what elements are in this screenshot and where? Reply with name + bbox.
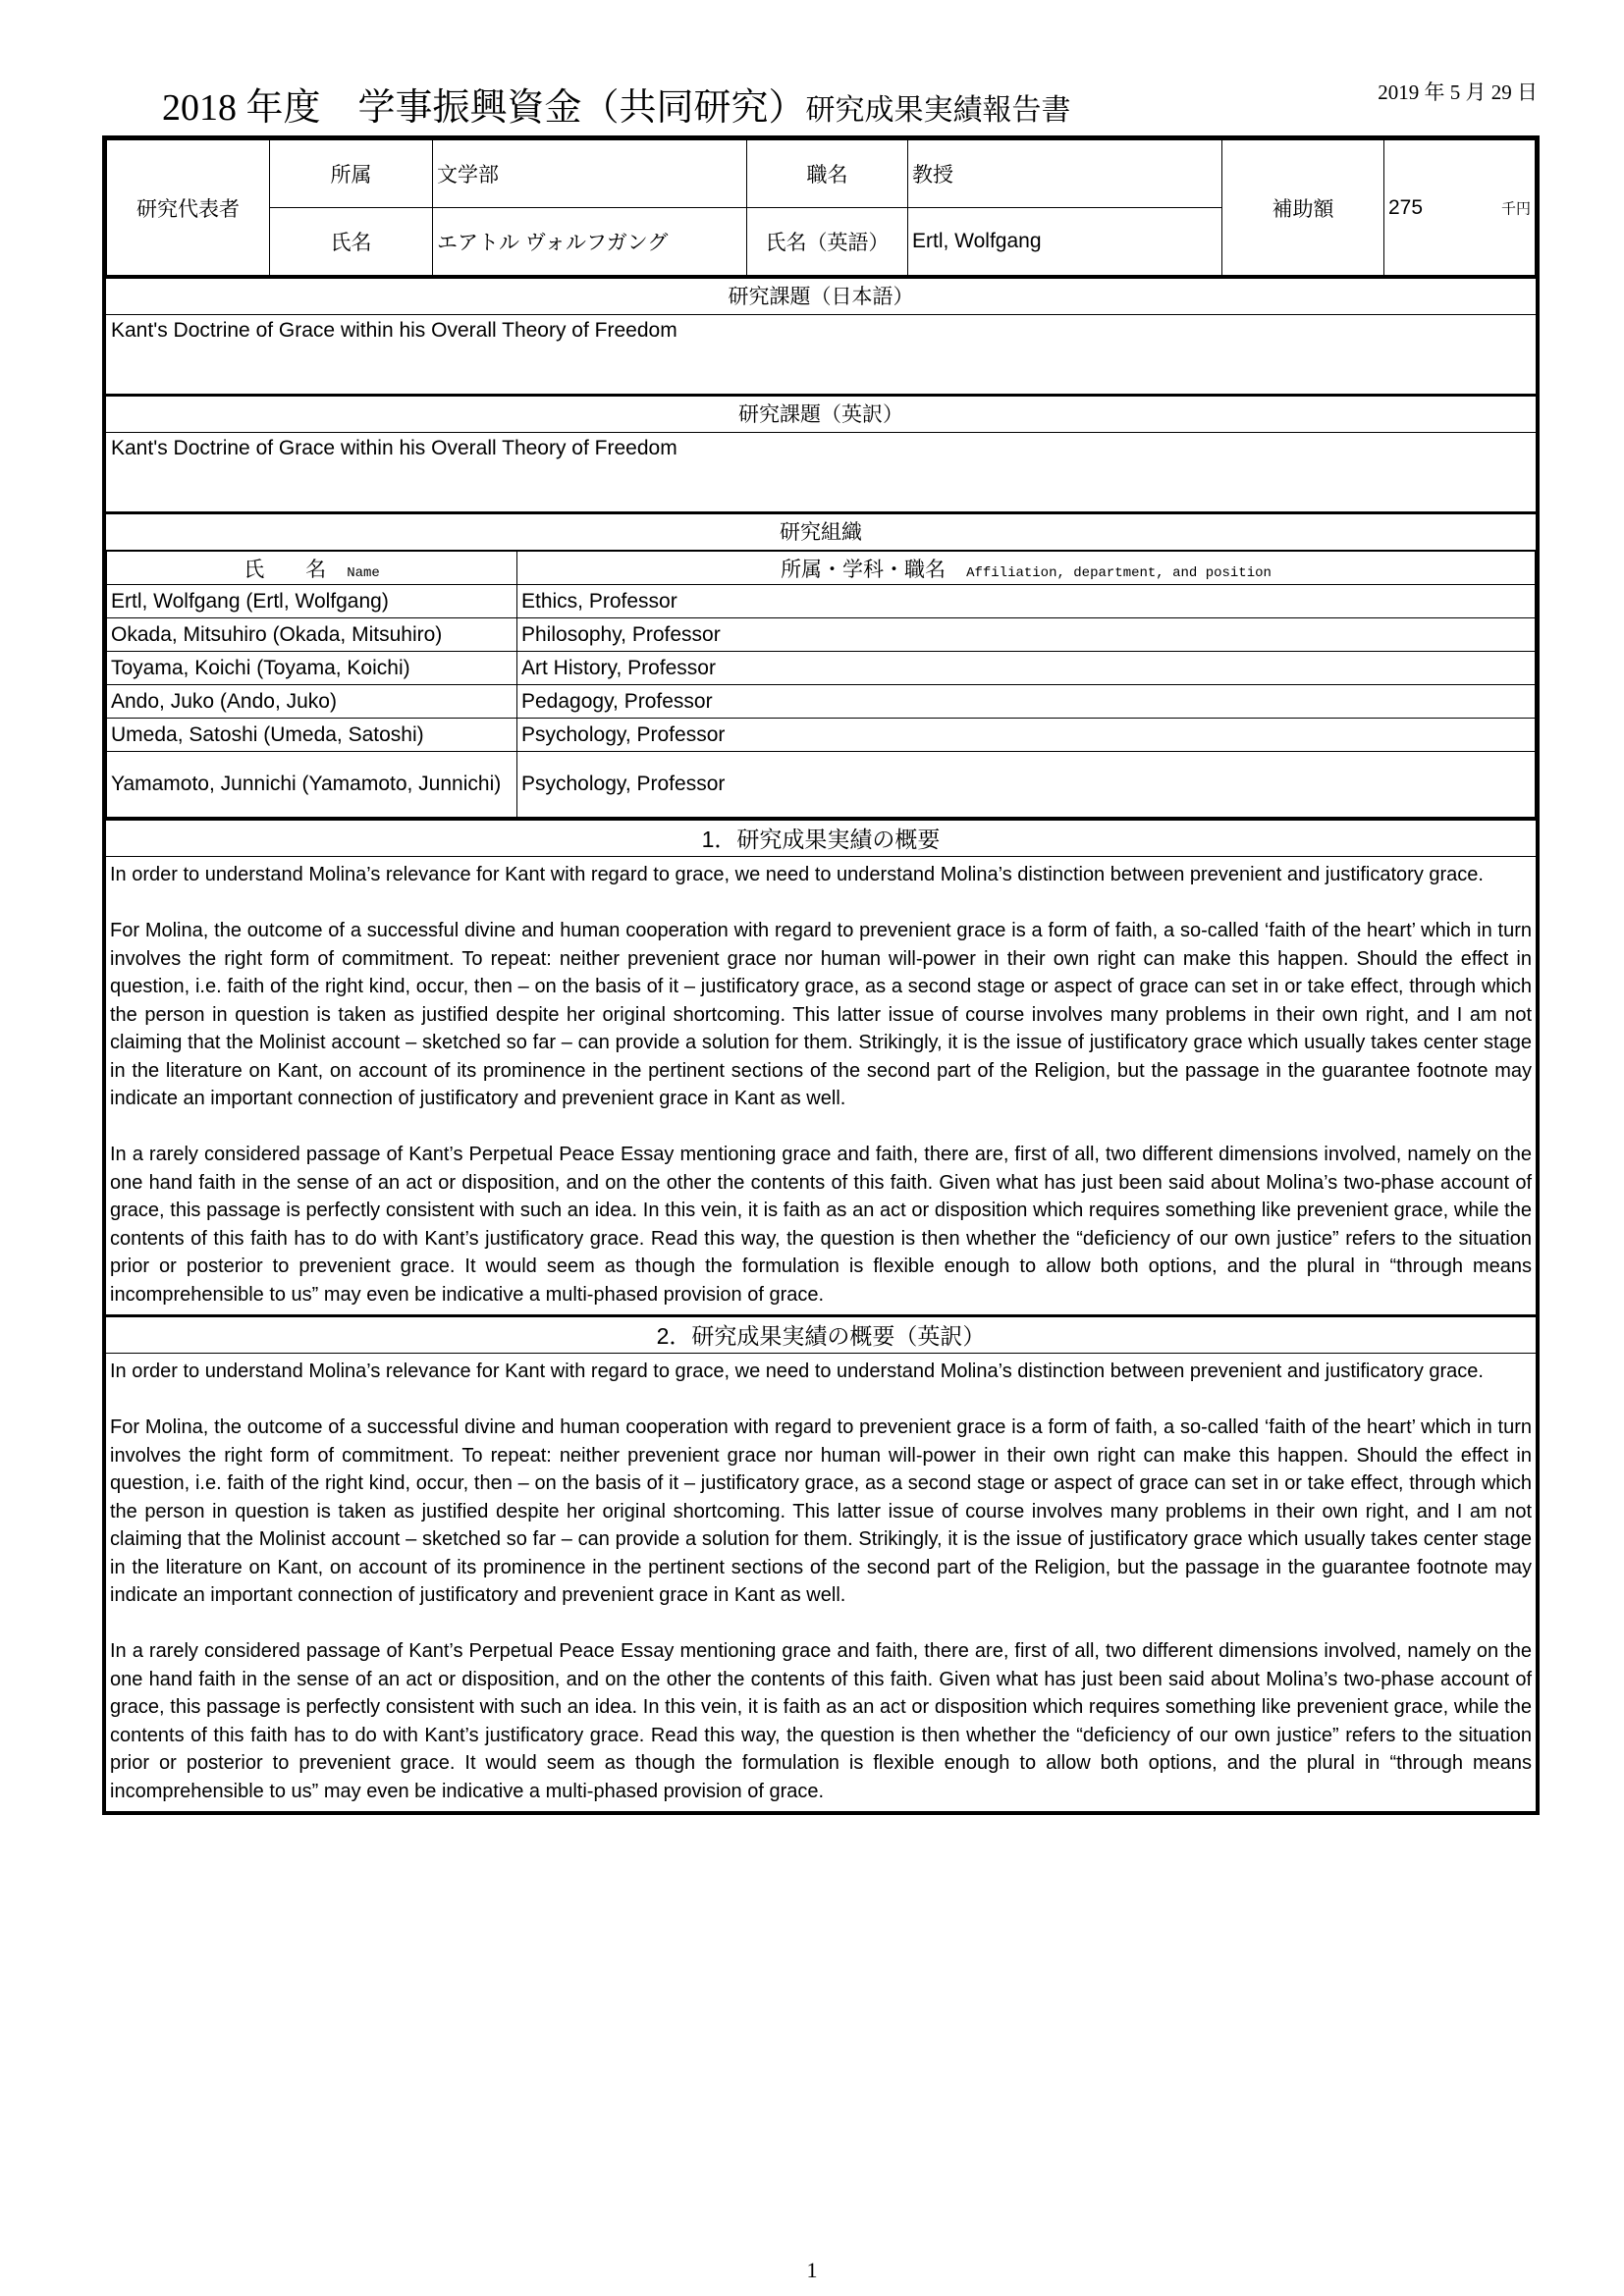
member-row: [107, 752, 1536, 818]
grant-label: 補助額: [1222, 140, 1384, 276]
affiliation-label: 所属: [270, 140, 433, 208]
summary-paragraph: For Molina, the outcome of a successful divine and human cooperation with regard to prevenient grace is a form of faith, a so-called ‘faith of the heart’ which in turn involves the right form of commitment. To repeat: neither prevenient grace nor human will-power in their own right can make this happen. Should the effect in question, i.e. faith of the right kind, occur, then – on the basis of it – justificatory grace, as a second stage or aspect of grace can set in or take effect, through which the person in question is taken as justified despite her original shortcoming. This latter issue of course involves many problems in their own right, and I am not claiming that the Molinist account – sketched so far – can provide a solution for them. Strikingly, it is the issue of justificatory grace which usually takes center stage in the literature on Kant, on account of its prominence in the pertinent sections of the second part of the Religion, but the passage in the guarantee footnote may indicate an important connection of justificatory and prevenient grace in Kant as well.: [110, 920, 1532, 1109]
member-affiliation: Ethics, Professor: [517, 585, 1536, 618]
col-name-ja: 氏 名: [244, 558, 327, 581]
member-name: Toyama, Koichi (Toyama, Koichi): [107, 652, 517, 685]
position-label: 職名: [747, 140, 908, 208]
grant-amount-cell: [1384, 140, 1536, 276]
document-title: [162, 77, 1071, 131]
report-form: [102, 135, 1540, 1815]
member-affiliation: Psychology, Professor: [517, 752, 1536, 818]
member-row: [107, 719, 1536, 752]
summary-paragraph: In order to understand Molina’s relevance for Kant with regard to grace, we need to understand Molina’s distinction between prevenient and justificatory grace.: [110, 864, 1484, 885]
title-main: 2018 年度 学事振興資金（共同研究）: [162, 87, 806, 129]
member-name: Okada, Mitsuhiro (Okada, Mitsuhiro): [107, 618, 517, 652]
organization-heading: 研究組織: [106, 511, 1536, 551]
position-value: 教授: [908, 140, 1222, 208]
topic-en-heading: 研究課題（英訳）: [106, 394, 1536, 433]
member-name: Umeda, Satoshi (Umeda, Satoshi): [107, 719, 517, 752]
name-value: エアトル ヴォルフガング: [433, 208, 747, 276]
name-en-label: 氏名（英語）: [747, 208, 908, 276]
members-table: [106, 551, 1536, 818]
summary-body: [106, 857, 1536, 1314]
grant-amount: 275: [1388, 195, 1424, 219]
member-row: [107, 618, 1536, 652]
topic-en-value: Kant's Doctrine of Grace within his Overall Theory of Freedom: [111, 437, 677, 459]
representative-table: [106, 139, 1536, 276]
member-name: Ando, Juko (Ando, Juko): [107, 685, 517, 719]
grant-unit: 千円: [1500, 200, 1531, 217]
summary-en-paragraph: In a rarely considered passage of Kant’s Perpetual Peace Essay mentioning grace and faith, there are, first of all, two different dimensions involved, namely on the one hand faith in the sense of an act or disposition, and on the other the contents of this faith. Given what has just been said about Molina’s two-phase account of grace, this passage is perfectly consistent with such an idea. In this vein, it is faith as an act or disposition which requires something like prevenient grace, while the contents of this faith has to do with Kant’s justificatory grace. Read this way, the question is then whether the “deficiency of our own justice” refers to the situation prior or posterior to prevenient grace. It would seem as though the formulation is flexible enough to allow both options, and the plural in “through means incomprehensible to us” may even be indicative a multi-phased provision of grace.: [110, 1640, 1532, 1802]
col-name-en: Name: [347, 564, 380, 581]
summary-en-body: [106, 1354, 1536, 1811]
representative-label: 研究代表者: [107, 140, 270, 276]
summary-en-heading: 2．研究成果実績の概要（英訳）: [106, 1314, 1536, 1354]
member-affiliation: Philosophy, Professor: [517, 618, 1536, 652]
col-aff-en: Affiliation, department, and position: [966, 564, 1272, 581]
affiliation-value: 文学部: [433, 140, 747, 208]
name-en-value: Ertl, Wolfgang: [908, 208, 1222, 276]
summary-paragraph: In a rarely considered passage of Kant’s Perpetual Peace Essay mentioning grace and faith, there are, first of all, two different dimensions involved, namely on the one hand faith in the sense of an act or disposition, and on the other the contents of this faith. Given what has just been said about Molina’s two-phase account of grace, this passage is perfectly consistent with such an idea. In this vein, it is faith as an act or disposition which requires something like prevenient grace, while the contents of this faith has to do with Kant’s justificatory grace. Read this way, the question is then whether the “deficiency of our own justice” refers to the situation prior or posterior to prevenient grace. It would seem as though the formulation is flexible enough to allow both options, and the plural in “through means incomprehensible to us” may even be indicative a multi-phased provision of grace.: [110, 1144, 1532, 1306]
col-name-header: [107, 552, 517, 585]
page-number: 1: [806, 2258, 818, 2282]
member-affiliation: Art History, Professor: [517, 652, 1536, 685]
topic-ja-value: Kant's Doctrine of Grace within his Overall Theory of Freedom: [111, 319, 677, 342]
member-affiliation: Psychology, Professor: [517, 719, 1536, 752]
summary-en-paragraph: For Molina, the outcome of a successful divine and human cooperation with regard to prevenient grace is a form of faith, a so-called ‘faith of the heart’ which in turn involves the right form of commitment. To repeat: neither prevenient grace nor human will-power in their own right can make this happen. Should the effect in question, i.e. faith of the right kind, occur, then – on the basis of it – justificatory grace, as a second stage or aspect of grace can set in or take effect, through which the person in question is taken as justified despite her original shortcoming. This latter issue of course involves many problems in their own right, and I am not claiming that the Molinist account – sketched so far – can provide a solution for them. Strikingly, it is the issue of justificatory grace which usually takes center stage in the literature on Kant, on account of its prominence in the pertinent sections of the second part of the Religion, but the passage in the guarantee footnote may indicate an important connection of justificatory and prevenient grace in Kant as well.: [110, 1416, 1532, 1606]
topic-ja-heading: 研究課題（日本語）: [106, 276, 1536, 315]
member-affiliation: Pedagogy, Professor: [517, 685, 1536, 719]
summary-heading: 1．研究成果実績の概要: [106, 818, 1536, 857]
member-row: [107, 685, 1536, 719]
col-aff-header: [517, 552, 1536, 585]
member-name: Yamamoto, Junnichi (Yamamoto, Junnichi): [107, 752, 517, 818]
title-sub: 研究成果実績報告書: [805, 94, 1071, 127]
member-row: [107, 585, 1536, 618]
col-aff-ja: 所属・学科・職名: [781, 558, 947, 581]
member-row: [107, 652, 1536, 685]
member-name: Ertl, Wolfgang (Ertl, Wolfgang): [107, 585, 517, 618]
name-label: 氏名: [270, 208, 433, 276]
report-date: 2019 年 5 月 29 日: [1378, 80, 1538, 104]
summary-en-paragraph: In order to understand Molina’s relevance for Kant with regard to grace, we need to understand Molina’s distinction between prevenient and justificatory grace.: [110, 1361, 1484, 1382]
